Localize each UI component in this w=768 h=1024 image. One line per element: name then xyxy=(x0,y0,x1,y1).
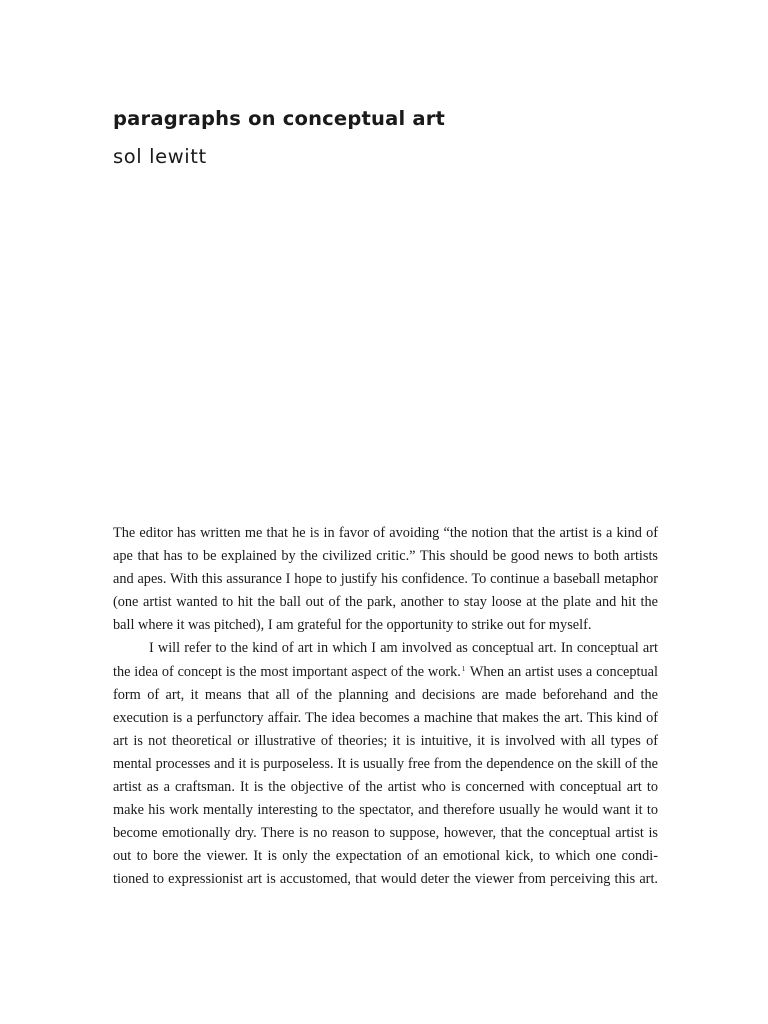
paragraph-2 xyxy=(113,637,658,891)
text-line: I will refer to the kind of art in which I am involved as conceptual art. In conceptual art xyxy=(149,640,658,657)
text-line-with-footnote xyxy=(113,661,658,684)
text-line: make his work mentally interesting to the spectator, and therefore usually he would want it to xyxy=(113,802,658,819)
body-text xyxy=(113,522,658,892)
text-line: ape that has to be explained by the civilized critic.” This should be good news to both artists xyxy=(113,548,658,565)
text-line: become emotionally dry. There is no reason to suppose, however, that the conceptual artist is xyxy=(113,825,658,842)
author-name: sol lewitt xyxy=(113,145,207,168)
text-line: form of art, it means that all of the planning and decisions are made beforehand and the xyxy=(113,686,658,703)
text-line: mental processes and it is purposeless. It is usually free from the dependence on the skill of the xyxy=(113,755,658,772)
paragraph-1 xyxy=(113,522,658,637)
text-segment: When an artist uses a conceptual xyxy=(466,663,658,680)
text-line: (one artist wanted to hit the ball out of the park, another to stay loose at the plate and hit the xyxy=(113,594,658,611)
page-title: paragraphs on conceptual art xyxy=(113,107,446,130)
text-segment: the idea of concept is the most important aspect of the work. xyxy=(113,663,461,680)
text-line: out to bore the viewer. It is only the expectation of an emotional kick, to which one condi- xyxy=(113,848,658,865)
text-line: The editor has written me that he is in favor of avoiding “the notion that the artist is a kind of xyxy=(113,525,658,541)
text-line: ball where it was pitched), I am grateful for the opportunity to strike out for myself. xyxy=(113,617,592,634)
text-line: artist as a craftsman. It is the objective of the artist who is concerned with conceptual art to xyxy=(113,779,658,796)
text-line: tioned to expressionist art is accustomed, that would deter the viewer from perceiving this art. xyxy=(113,871,658,888)
text-line: art is not theoretical or illustrative of theories; it is intuitive, it is involved with all types of xyxy=(113,732,658,749)
text-line: and apes. With this assurance I hope to justify his confidence. To continue a baseball metaphor xyxy=(113,571,658,588)
footnote-marker[interactable]: 1 xyxy=(461,664,466,673)
text-line: execution is a perfunctory affair. The idea becomes a machine that makes the art. This kind of xyxy=(113,709,658,726)
